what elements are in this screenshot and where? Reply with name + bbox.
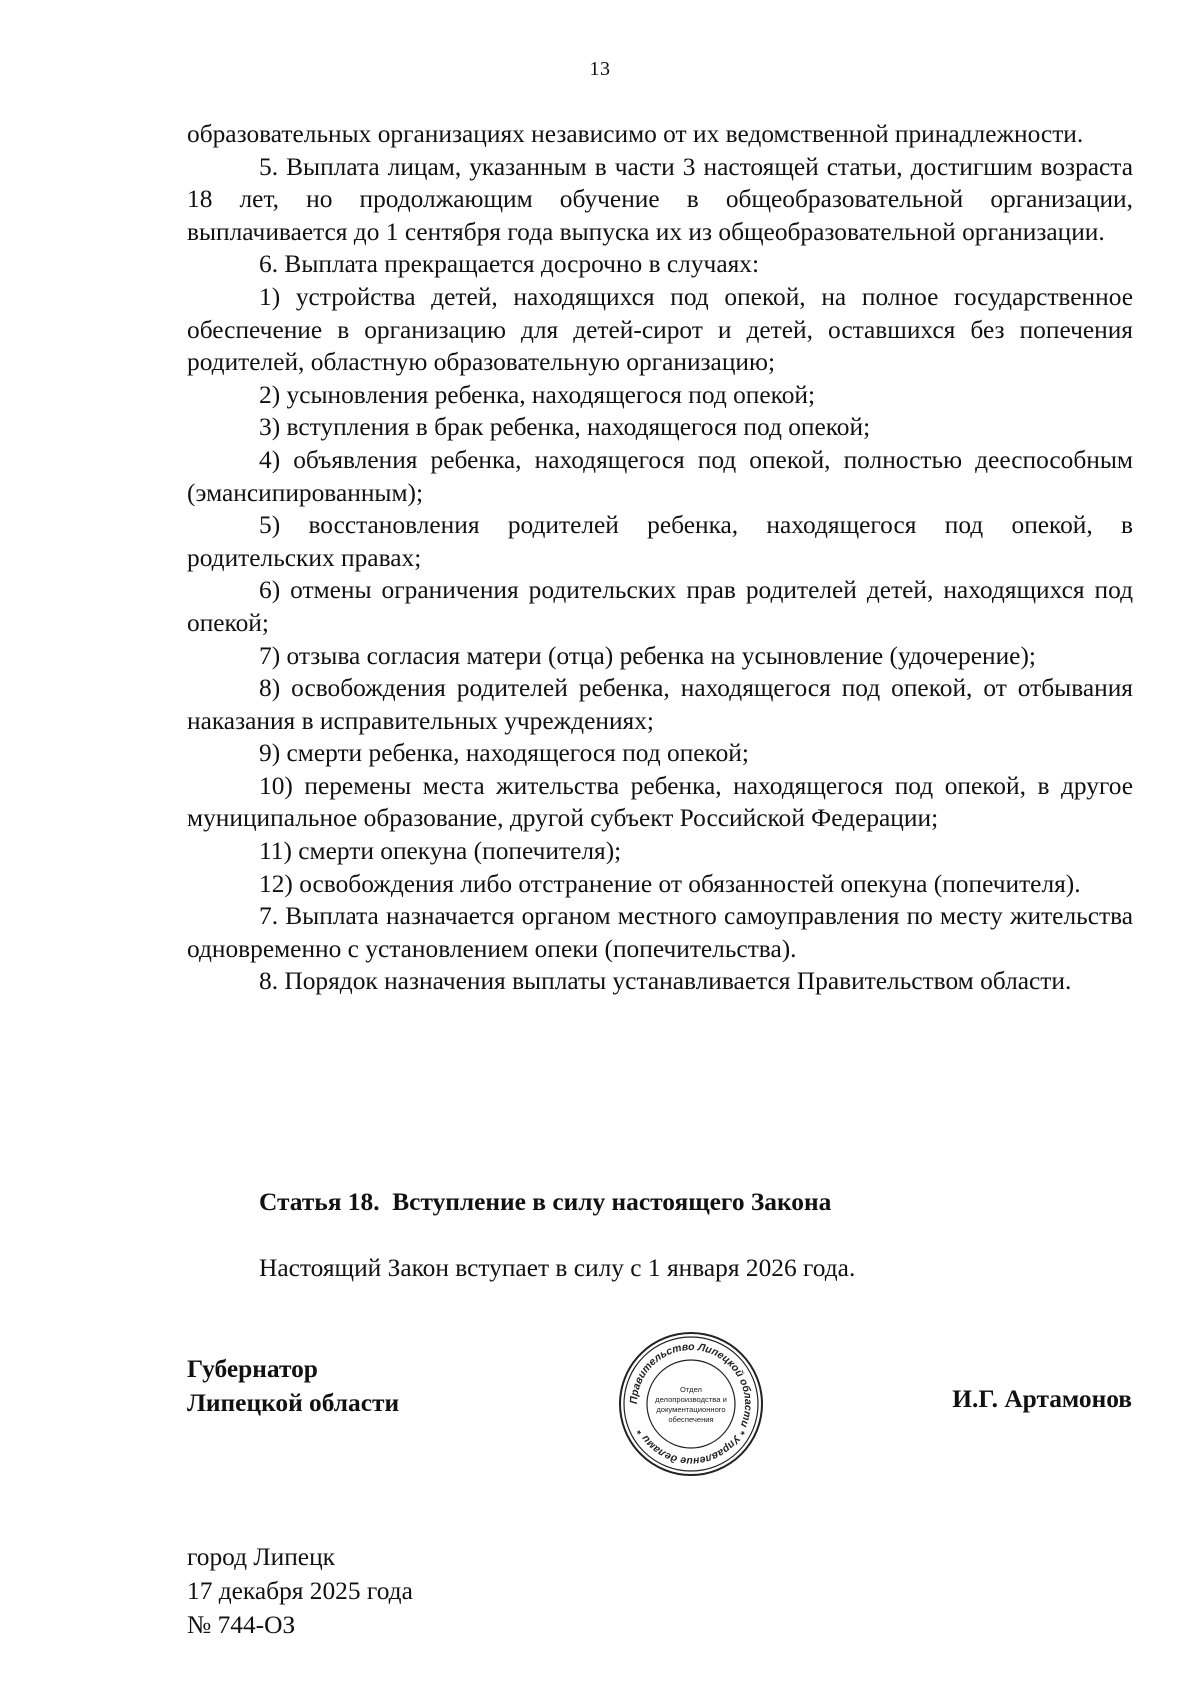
article-18-text: Настоящий Закон вступает в силу с 1 января 2026 года. xyxy=(259,1254,856,1282)
page-number: 13 xyxy=(589,58,611,80)
list-item-8: 8) освобождения родителей ребенка, находящегося под опекой, от отбывания наказания в исправительных учреждениях; xyxy=(187,674,1133,735)
signer-title-line-2: Липецкой области xyxy=(187,1389,400,1417)
seal-center-line-4: обеспечения xyxy=(668,1415,714,1424)
signer-title xyxy=(187,1352,399,1420)
article-18-heading: Статья 18. Вступление в силу настоящего Закона xyxy=(259,1188,832,1216)
footer-city: город Липецк xyxy=(187,1543,335,1571)
document-footer xyxy=(187,1540,413,1642)
seal-center-line-1: Отдел xyxy=(680,1385,702,1394)
footer-date: 17 декабря 2025 года xyxy=(187,1577,413,1605)
law-text-body xyxy=(187,118,1133,998)
list-item-7: 7) отзыва согласия матери (отца) ребенка на усыновление (удочерение); xyxy=(259,641,1036,670)
paragraph-6-intro: 6. Выплата прекращается досрочно в случаях: xyxy=(259,250,760,279)
list-item-11: 11) смерти опекуна (попечителя); xyxy=(259,837,622,866)
signer-title-line-1: Губернатор xyxy=(187,1355,318,1383)
list-item-2: 2) усыновления ребенка, находящегося под опекой; xyxy=(259,380,816,409)
signer-name: И.Г. Артамонов xyxy=(952,1385,1132,1413)
footer-law-number: № 744-ОЗ xyxy=(187,1611,296,1639)
list-item-1: 1) устройства детей, находящихся под опекой, на полное государственное обеспечение в организацию для детей-сирот и детей, оставшихся без попечения родителей, областную образовательную организацию; xyxy=(187,282,1133,377)
seal-center-line-2: делопроизводства и xyxy=(655,1395,727,1404)
official-seal xyxy=(617,1330,765,1478)
list-item-12: 12) освобождения либо отстранение от обязанностей опекуна (попечителя). xyxy=(259,869,1081,898)
paragraph-7: 7. Выплата назначается органом местного самоуправления по месту жительства одновременно с установлением опеки (попечительства). xyxy=(187,902,1133,963)
list-item-9: 9) смерти ребенка, находящегося под опекой; xyxy=(259,739,749,768)
seal-center-line-3: документационного xyxy=(656,1405,726,1414)
list-item-3: 3) вступления в брак ребенка, находящегося под опекой; xyxy=(259,413,871,442)
list-item-5: 5) восстановления родителей ребенка, находящегося под опекой, в родительских правах; xyxy=(187,511,1133,572)
list-item-4: 4) объявления ребенка, находящегося под опекой, полностью дееспособным (эмансипированным); xyxy=(187,445,1133,507)
paragraph-8: 8. Порядок назначения выплаты устанавливается Правительством области. xyxy=(259,967,1072,996)
list-item-6: 6) отмены ограничения родительских прав родителей детей, находящихся под опекой; xyxy=(187,576,1133,637)
paragraph-4-continuation: образовательных организациях независимо от их ведомственной принадлежности. xyxy=(187,120,1084,148)
list-item-10: 10) перемены места жительства ребенка, находящегося под опекой, в другое муниципальное образование, другой субъект Российской Федерации; xyxy=(187,771,1133,833)
seal-ring-text: Правительство Липецкой области * Управление делами * xyxy=(627,1340,755,1468)
paragraph-5: 5. Выплата лицам, указанным в части 3 настоящей статьи, достигшим возраста 18 лет, но продолжающим обучение в общеобразовательной организации, выплачивается до 1 сентября года выпуска их из общеобразовательной организации. xyxy=(187,152,1133,246)
